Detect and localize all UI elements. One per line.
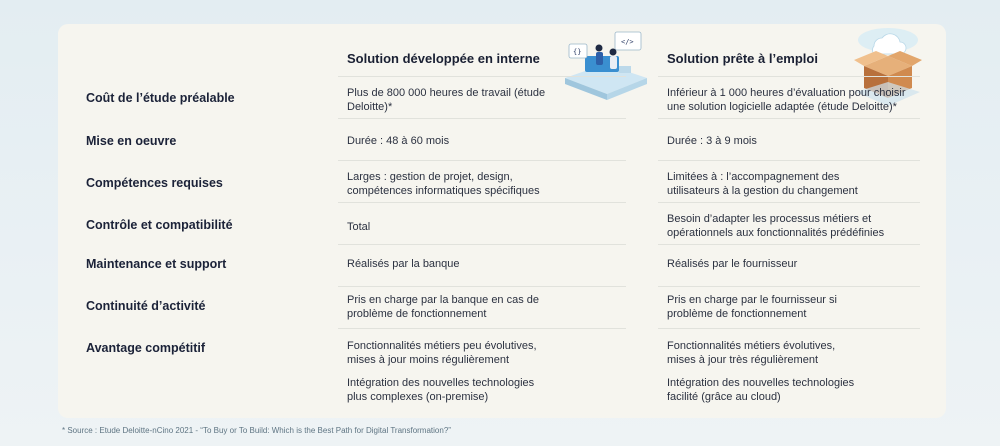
cell-inhouse: Durée : 48 à 60 mois	[347, 135, 450, 147]
row-divider	[658, 76, 920, 77]
column-header-ready: Solution prête à l’emploi	[667, 51, 818, 66]
row-label: Contrôle et compatibilité	[86, 218, 233, 232]
row-divider	[338, 160, 626, 161]
cell-inhouse: Total	[347, 221, 371, 233]
row-divider	[338, 118, 626, 119]
cell-inhouse: Fonctionnalités métiers peu évolutives, mises à jour moins régulièrement	[347, 340, 537, 366]
row-label: Avantage compétitif	[86, 341, 206, 355]
row-divider	[338, 286, 626, 287]
row-divider	[658, 286, 920, 287]
source-footnote: * Source : Etude Deloitte-nCino 2021 - “To Buy or To Build: Which is the Best Path for Digital Transformation?”	[62, 426, 451, 435]
row-divider	[658, 118, 920, 119]
row-label: Coût de l’étude préalable	[86, 91, 235, 105]
row-label: Continuité d’activité	[86, 299, 206, 313]
cell-ready: Réalisés par le fournisseur	[667, 258, 798, 270]
cell-ready: Durée : 3 à 9 mois	[667, 135, 757, 147]
svg-text:{}: {}	[573, 48, 582, 56]
row-divider	[658, 202, 920, 203]
cell-ready: Limitées à : l’accompagnement des utilisateurs à la gestion du changement	[667, 171, 858, 197]
row-divider	[658, 160, 920, 161]
cell-ready: Besoin d’adapter les processus métiers et opérationnels aux fonctionnalités prédéfinies	[667, 213, 885, 239]
cell-inhouse: Larges : gestion de projet, design, compétences informatiques spécifiques	[347, 171, 540, 197]
cell-ready: Intégration des nouvelles technologies facilité (grâce au cloud)	[667, 377, 855, 403]
code-tag-glyph: </>	[621, 38, 634, 46]
row-divider	[338, 202, 626, 203]
row-divider	[338, 244, 626, 245]
cell-inhouse: Intégration des nouvelles technologies plus complexes (on-premise)	[347, 377, 535, 403]
cell-inhouse: Pris en charge par la banque en cas de problème de fonctionnement	[347, 294, 540, 320]
cell-ready: Pris en charge par le fournisseur si problème de fonctionnement	[667, 294, 837, 320]
row-divider	[658, 244, 920, 245]
column-header-inhouse: Solution développée en interne	[347, 51, 540, 66]
cell-inhouse: Réalisés par la banque	[347, 258, 460, 270]
row-divider	[658, 328, 920, 329]
cell-ready: Fonctionnalités métiers évolutives, mises à jour très régulièrement	[667, 340, 836, 366]
comparison-card	[58, 24, 946, 418]
cell-inhouse: Plus de 800 000 heures de travail (étude Deloitte)*	[347, 87, 546, 113]
row-label: Maintenance et support	[86, 257, 227, 271]
row-divider	[338, 76, 626, 77]
row-label: Compétences requises	[86, 176, 223, 190]
row-divider	[338, 328, 626, 329]
cell-ready: Inférieur à 1 000 heures d’évaluation pour choisir une solution logicielle adaptée (étude Deloitte)*	[667, 87, 906, 113]
row-label: Mise en oeuvre	[86, 134, 177, 148]
